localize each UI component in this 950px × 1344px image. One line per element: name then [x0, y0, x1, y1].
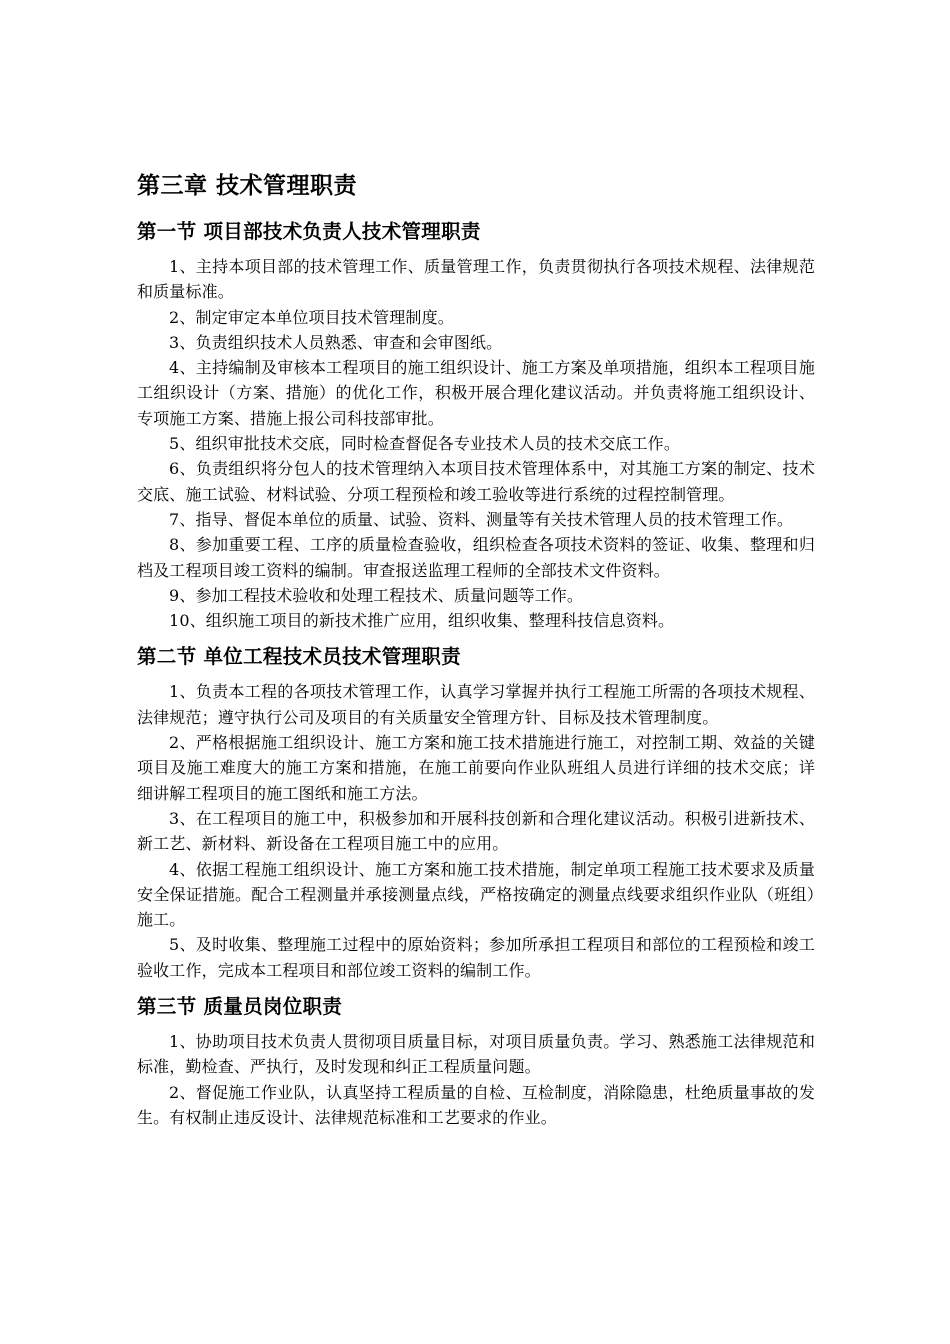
paragraph: 1、主持本项目部的技术管理工作、质量管理工作，负责贯彻执行各项技术规程、法律规范和质量标准。 [137, 257, 815, 302]
paragraph: 9、参加工程技术验收和处理工程技术、质量问题等工作。 [169, 585, 584, 605]
section-title: 第一节 项目部技术负责人技术管理职责 [137, 220, 481, 243]
section-3 [137, 991, 815, 1130]
paragraph: 3、在工程项目的施工中，积极参加和开展科技创新和合理化建议活动。积极引进新技术、新工艺、新材料、新设备在工程项目施工中的应用。 [137, 808, 815, 854]
section-title: 第二节 单位工程技术员技术管理职责 [137, 645, 461, 669]
paragraph: 2、严格根据施工组织设计、施工方案和施工技术措施进行施工，对控制工期、效益的关键项目及施工难度大的施工方案和措施，在施工前要向作业队班组人员进行详细的技术交底；详细讲解工程项目的施工图纸和施工方法。 [137, 733, 815, 803]
paragraph: 2、督促施工作业队，认真坚持工程质量的自检、互检制度，消除隐患，杜绝质量事故的发生。有权制止违反设计、法律规范标准和工艺要求的作业。 [137, 1082, 815, 1127]
paragraph: 8、参加重要工程、工序的质量检查验收，组织检查各项技术资料的签证、收集、整理和归档及工程项目竣工资料的编制。审查报送监理工程师的全部技术文件资料。 [137, 535, 815, 580]
paragraph: 1、协助项目技术负责人贯彻项目质量目标，对项目质量负责。学习、熟悉施工法律规范和标准，勤检查、严执行，及时发现和纠正工程质量问题。 [137, 1032, 815, 1077]
chapter-title: 第三章 技术管理职责 [137, 173, 358, 199]
paragraph: 4、依据工程施工组织设计、施工方案和施工技术措施，制定单项工程施工技术要求及质量安全保证措施。配合工程测量并承接测量点线，严格按确定的测量点线要求组织作业队（班组）施工。 [137, 859, 815, 930]
section-2 [137, 641, 815, 983]
paragraph: 7、指导、督促本单位的质量、试验、资料、测量等有关技术管理人员的技术管理工作。 [169, 509, 794, 529]
section-title: 第三节 质量员岗位职责 [137, 995, 343, 1019]
paragraph: 5、及时收集、整理施工过程中的原始资料；参加所承担工程项目和部位的工程预检和竣工验收工作，完成本工程项目和部位竣工资料的编制工作。 [137, 935, 815, 980]
section-1 [137, 216, 815, 633]
paragraph: 4、主持编制及审核本工程项目的施工组织设计、施工方案及单项措施，组织本工程项目施工组织设计（方案、措施）的优化工作，积极开展合理化建议活动。并负责将施工组织设计、专项施工方案、措施上报公司科技部审批。 [137, 358, 815, 428]
paragraph: 1、负责本工程的各项技术管理工作，认真学习掌握并执行工程施工所需的各项技术规程、法律规范；遵守执行公司及项目的有关质量安全管理方针、目标及技术管理制度。 [137, 682, 815, 727]
paragraph: 5、组织审批技术交底，同时检查督促各专业技术人员的技术交底工作。 [169, 434, 680, 454]
paragraph: 3、负责组织技术人员熟悉、审查和会审图纸。 [169, 332, 503, 352]
paragraph: 10、组织施工项目的新技术推广应用，组织收集、整理科技信息资料。 [169, 611, 675, 631]
paragraph: 2、制定审定本单位项目技术管理制度。 [169, 307, 454, 327]
document-page [137, 168, 815, 1130]
paragraph: 6、负责组织将分包人的技术管理纳入本项目技术管理体系中，对其施工方案的制定、技术交底、施工试验、材料试验、分项工程预检和竣工验收等进行系统的过程控制管理。 [137, 459, 815, 504]
